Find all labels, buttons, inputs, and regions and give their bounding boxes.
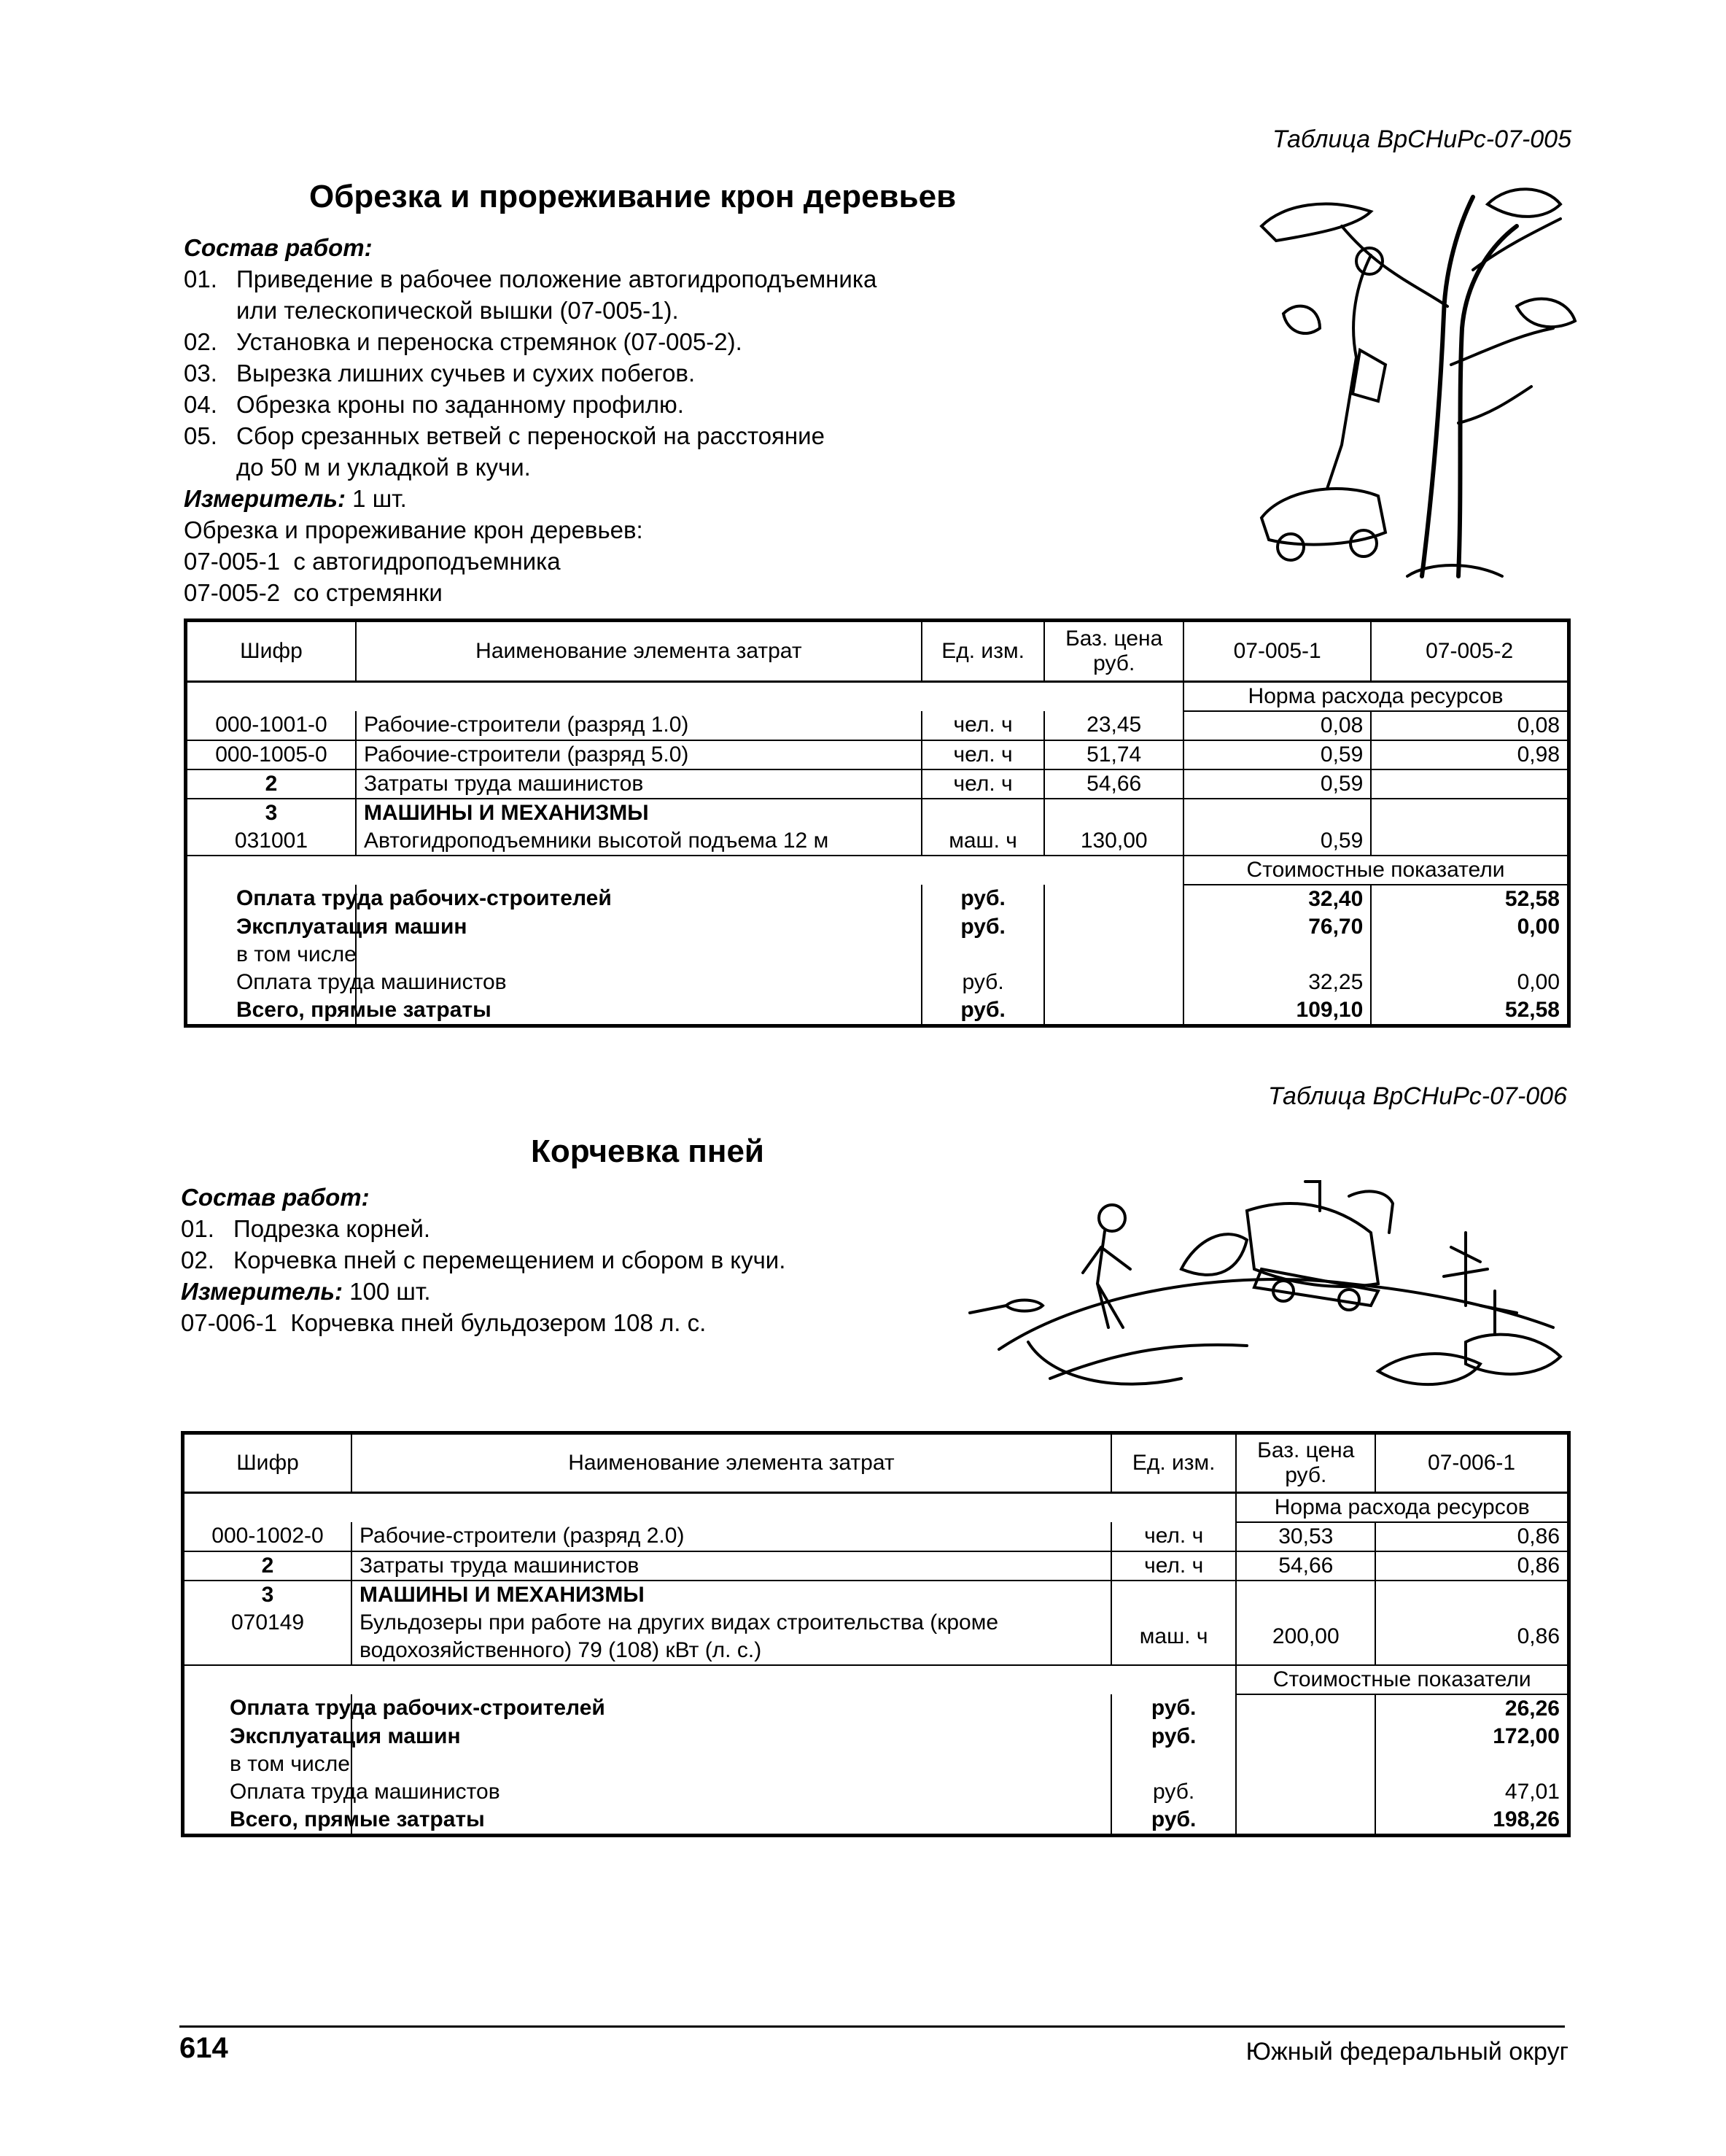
header-price: Баз. цена руб. [1044, 621, 1183, 682]
cost-row: Оплата труда машинистов руб. 32,25 0,00 [186, 969, 1569, 996]
page-number: 614 [179, 2032, 228, 2064]
table-row: 3 МАШИНЫ И МЕХАНИЗМЫ [186, 799, 1569, 827]
cost-row: Эксплуатация машин руб. 76,70 0,00 [186, 913, 1569, 941]
step: 03. Вырезка лишних сучьев и сухих побегов. [184, 360, 696, 387]
variants-desc: Обрезка и прореживание крон деревьев: [184, 516, 643, 543]
table-row: 000-1005-0 Рабочие-строители (разряд 5.0) чел. ч 51,74 0,59 0,98 [186, 740, 1569, 769]
cost-row: Оплата труда рабочих-строителей руб. 26,26 [183, 1694, 1569, 1723]
header-unit: Ед. изм. [1111, 1433, 1237, 1493]
section-norm: Норма расхода ресурсов [1236, 1493, 1568, 1523]
cost-row: Оплата труда машинистов руб. 47,01 [183, 1778, 1569, 1806]
variant-2: 07-005-2 со стремянки [184, 579, 443, 606]
table2-description [181, 1182, 983, 1338]
step: 01. Приведение в рабочее положение автогидроподъемника [184, 265, 877, 292]
variant-1: 07-005-1 с автогидроподъемника [184, 548, 561, 575]
footer-region: Южный федеральный округ [1245, 2038, 1568, 2066]
table-row: 031001 Автогидроподъемники высотой подъема 12 м маш. ч 130,00 0,59 [186, 827, 1569, 856]
header-price: Баз. цена руб. [1236, 1433, 1375, 1493]
tree-lift-illustration [1240, 182, 1582, 583]
table2-title: Корчевка пней [531, 1133, 764, 1169]
table1-title: Обрезка и прореживание крон деревьев [309, 179, 957, 214]
table1-description [184, 232, 1000, 608]
variant-1: 07-006-1 Корчевка пней бульдозером 108 л. с. [181, 1309, 707, 1336]
table-row: 2 Затраты труда машинистов чел. ч 54,66 0,59 [186, 769, 1569, 799]
measure: Измеритель: 100 шт. [181, 1278, 431, 1305]
step-continuation: до 50 м и укладкой в кучи. [236, 454, 531, 481]
header-code: Шифр [183, 1433, 352, 1493]
cost-row: Всего, прямые затраты руб. 198,26 [183, 1806, 1569, 1836]
table2 [181, 1431, 1571, 1837]
step: 02. Установка и переноска стремянок (07-005-2). [184, 328, 742, 355]
header-col1: 07-006-1 [1375, 1433, 1568, 1493]
composition-label: Состав работ: [181, 1184, 370, 1211]
section-norm: Норма расхода ресурсов [1183, 682, 1569, 712]
header-name: Наименование элемента затрат [351, 1433, 1111, 1493]
table-row: 000-1002-0 Рабочие-строители (разряд 2.0) чел. ч 30,53 0,86 [183, 1522, 1569, 1551]
table2-caption: Таблица ВрСНиРс-07-006 [1267, 1082, 1567, 1110]
header-col1: 07-005-1 [1183, 621, 1371, 682]
header-name: Наименование элемента затрат [356, 621, 922, 682]
step-continuation: или телескопической вышки (07-005-1). [236, 297, 679, 324]
header-code: Шифр [186, 621, 356, 682]
table1 [184, 619, 1571, 1028]
table-row: 000-1001-0 Рабочие-строители (разряд 1.0) чел. ч 23,45 0,08 0,08 [186, 711, 1569, 740]
cost-row: Всего, прямые затраты руб. 109,10 52,58 [186, 996, 1569, 1026]
cost-row: Оплата труда рабочих-строителей руб. 32,40 52,58 [186, 885, 1569, 913]
cost-row: Эксплуатация машин руб. 172,00 [183, 1723, 1569, 1750]
step: 02. Корчевка пней с перемещением и сбором в кучи. [181, 1246, 786, 1273]
section-cost: Стоимостные показатели [1236, 1665, 1568, 1694]
step: 05. Сбор срезанных ветвей с переноской на расстояние [184, 422, 825, 449]
bulldozer-illustration [941, 1160, 1568, 1408]
table-row: 2 Затраты труда машинистов чел. ч 54,66 0,86 [183, 1551, 1569, 1581]
measure: Измеритель: 1 шт. [184, 485, 407, 512]
composition-label: Состав работ: [184, 234, 373, 261]
step: 04. Обрезка кроны по заданному профилю. [184, 391, 684, 418]
table-row: 3 МАШИНЫ И МЕХАНИЗМЫ [183, 1581, 1569, 1609]
cost-row: в том числе [183, 1750, 1569, 1778]
table-row: 070149 Бульдозеры при работе на других видах строительства (кроме водохозяйственного) 79 (108) кВт (л. с.) маш. ч 200,00 0,86 [183, 1609, 1569, 1665]
table1-caption: Таблица ВрСНиРс-07-005 [1272, 125, 1571, 153]
footer-rule [179, 2025, 1565, 2028]
section-cost: Стоимостные показатели [1183, 856, 1569, 885]
header-unit: Ед. изм. [922, 621, 1045, 682]
header-col2: 07-005-2 [1371, 621, 1568, 682]
step: 01. Подрезка корней. [181, 1215, 431, 1242]
cost-row: в том числе [186, 941, 1569, 969]
